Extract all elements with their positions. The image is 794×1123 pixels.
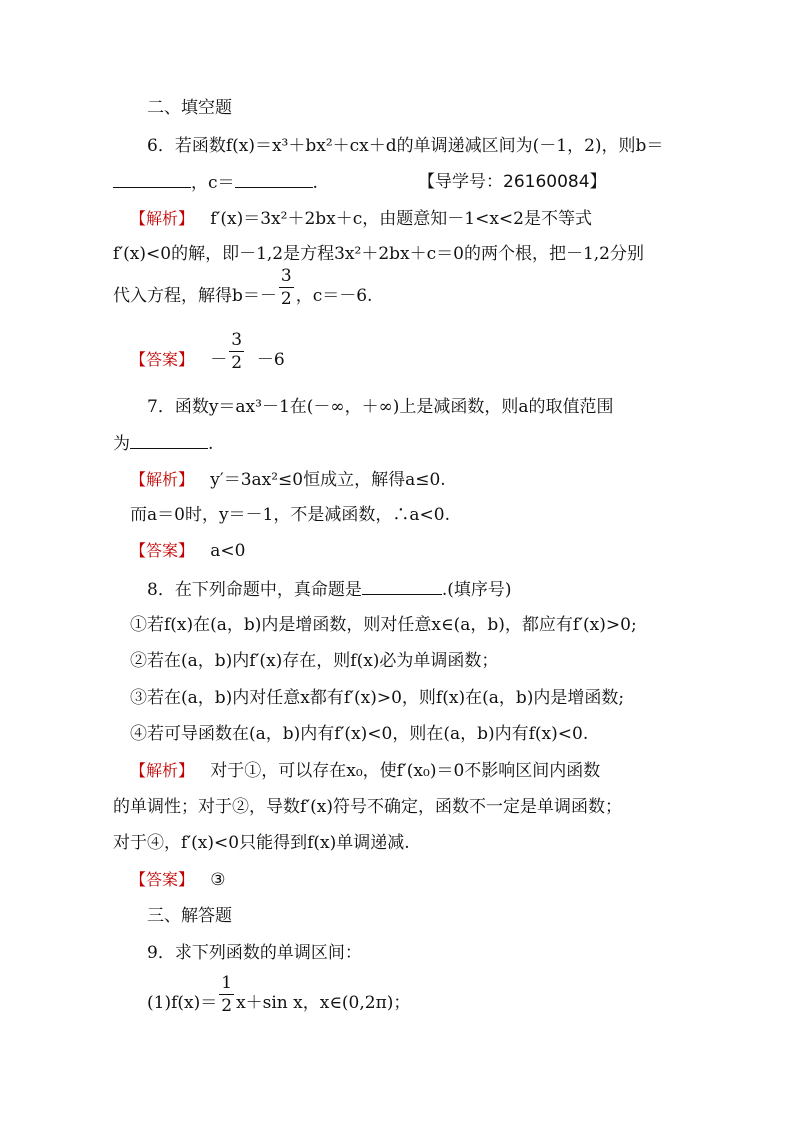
q6-doc-number: 【导学号：26160084】 [418, 172, 607, 192]
q8-answer-tag: 【答案】 [130, 870, 195, 889]
q6-analysis-text3b: ，c＝－6. [295, 286, 373, 306]
q7-answer: a<0 [210, 541, 246, 561]
q6-answer-line [130, 330, 285, 374]
q6-stem: 6．若函数f(x)＝x³＋bx²＋cx＋d的单调递减区间为(－1，2)，则b＝ [147, 136, 664, 156]
q6-answer-prefix: － [210, 350, 228, 370]
q9-part1-rest: x＋sin x，x∈(0,2π)； [236, 993, 411, 1013]
q6-blank2-suffix: . [312, 173, 318, 193]
q6-blank-c[interactable] [235, 171, 313, 188]
q6-answer-rest: －6 [256, 350, 285, 370]
q6-answer-tag: 【答案】 [130, 350, 195, 369]
section-title-solve: 三、解答题 [147, 906, 232, 926]
q6-analysis-tag: 【解析】 [130, 209, 195, 228]
q6-answer-fraction [229, 329, 244, 374]
q6-frac-num: 3 [280, 266, 292, 286]
q8-answer: ③ [210, 870, 226, 890]
q8-analysis-line1 [130, 760, 600, 782]
q6-frac-den: 2 [280, 289, 292, 309]
q6-blank2-prefix: ，c＝ [191, 173, 235, 193]
q8-stem-end: .(填序号) [441, 580, 512, 600]
q8-stem [147, 578, 512, 601]
q8-answer-line [130, 869, 225, 891]
q7-analysis-line1 [130, 469, 446, 491]
q8-analysis-line3: 对于④，f′(x)<0只能得到f(x)单调递减. [113, 833, 410, 853]
q6-blank-b[interactable] [113, 171, 191, 188]
q6-answer-frac-den: 2 [231, 353, 243, 373]
q6-analysis-text1: f′(x)＝3x²＋2bx＋c，由题意知－1<x<2是不等式 [210, 209, 592, 229]
q8-analysis-tag: 【解析】 [130, 761, 195, 780]
q8-option-3: ③若在(a，b)内对任意x都有f′(x)>0，则f(x)在(a，b)内是增函数; [130, 688, 625, 708]
q7-stem-end: . [208, 434, 214, 454]
q6-analysis-line3 [113, 266, 373, 310]
q7-stem-line2 [113, 432, 213, 455]
q6-answer-frac-num: 3 [231, 330, 243, 350]
q7-stem-prefix: 为 [113, 434, 130, 454]
q8-analysis-line2: 的单调性；对于②，导数f′(x)符号不确定，函数不一定是单调函数； [113, 797, 623, 817]
q9-part1 [147, 973, 411, 1017]
q9-frac-den: 2 [221, 996, 233, 1016]
q6-analysis-line1 [130, 208, 592, 230]
q9-stem: 9．求下列函数的单调区间： [147, 943, 362, 963]
q7-analysis-line2: 而a＝0时，y＝－1，不是减函数，∴a<0. [130, 505, 450, 525]
q6-blank-line [113, 171, 318, 194]
q8-option-1: ①若f(x)在(a，b)内是增函数，则对任意x∈(a，b)，都应有f′(x)>0; [130, 615, 637, 635]
q7-answer-line [130, 540, 245, 562]
q7-blank[interactable] [130, 432, 208, 449]
q8-blank[interactable] [362, 578, 442, 595]
q7-analysis-tag: 【解析】 [130, 470, 195, 489]
q6-analysis-text3a: 代入方程，解得b＝－ [113, 286, 277, 306]
q7-analysis-text1: y′＝3ax²≤0恒成立，解得a≤0. [210, 470, 446, 490]
q8-option-4: ④若可导函数在(a，b)内有f′(x)<0，则在(a，b)内有f(x)<0. [130, 724, 589, 744]
q8-stem-text: 8．在下列命题中，真命题是 [147, 580, 362, 600]
q8-analysis-text1: 对于①，可以存在x₀，使f′(x₀)＝0不影响区间内函数 [210, 761, 601, 781]
section-title-fill-in: 二、填空题 [147, 98, 232, 118]
q9-part1-prefix: (1)f(x)＝ [147, 993, 218, 1013]
q9-fraction [219, 972, 234, 1017]
q9-frac-num: 1 [221, 973, 233, 993]
q8-option-2: ②若在(a，b)内f′(x)存在，则f(x)必为单调函数； [130, 651, 499, 671]
q7-answer-tag: 【答案】 [130, 541, 195, 560]
q6-fraction [279, 265, 294, 310]
q7-stem-line1: 7．函数y＝ax³－1在(－∞，＋∞)上是减函数，则a的取值范围 [147, 397, 614, 417]
q6-analysis-line2: f′(x)<0的解，即－1,2是方程3x²＋2bx＋c＝0的两个根，把－1,2分别 [113, 244, 644, 264]
